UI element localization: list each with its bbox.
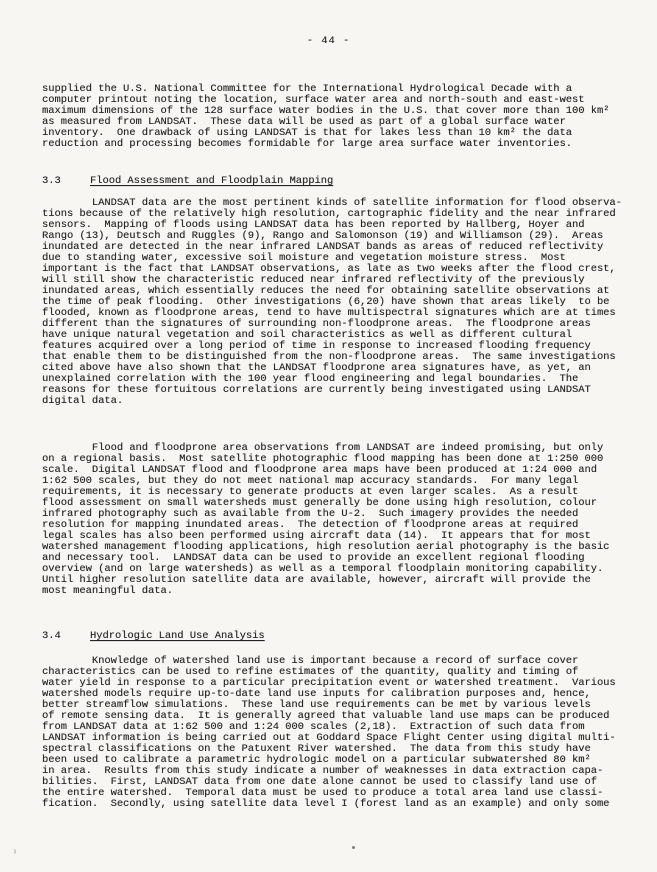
text-line: reduction and processing becomes formidable for large area surface water inventories. <box>42 138 573 150</box>
text-line: as measured from LANDSAT. These data will be used as part of a global surface water <box>42 116 566 128</box>
text-line: important is the fact that LANDSAT observations, as late as two weeks after the flood crest, <box>42 263 616 275</box>
text-line: digital data. <box>42 395 124 407</box>
text-line: infrared photography such as available from the U-2. Such imagery provides the needed <box>42 508 579 520</box>
text-line: sensors. Mapping of floods using LANDSAT data has been reported by Hallberg, Hoyer and <box>42 219 585 231</box>
text-line: the entire watershed. Temporal data must be used to produce a total area land use classi- <box>42 787 604 799</box>
text-line: fication. Secondly, using satellite data level I (forest land as an example) and only some <box>42 798 610 810</box>
text-line: watershed models require up-to-date land use inputs for calibration purposes and, hence, <box>42 688 591 700</box>
text-line: scale. Digital LANDSAT flood and floodprone area maps have been produced at 1:24 000 and <box>42 464 597 476</box>
text-line: characteristics can be used to refine estimates of the quantity, quality and timing of <box>42 666 579 678</box>
text-line: cited above have also shown that the LANDSAT floodprone area signatures have, as yet, an <box>42 362 591 374</box>
paragraph-land-use-analysis <box>42 656 644 810</box>
text-line: legal scales has also been performed using aircraft data (14). It appears that for most <box>42 530 591 542</box>
page-number: - 44 - <box>306 35 351 47</box>
text-line: due to standing water, excessive soil moisture and vegetation moisture stress. Most <box>42 252 566 264</box>
text-line: resolution for mapping inundated areas. The detection of floodprone areas at required <box>42 519 579 531</box>
text-line: in area. Results from this study indicate a number of weaknesses in data extraction capa- <box>42 765 604 777</box>
scan-speck <box>14 849 16 854</box>
text-line: spectral classifications on the Patuxent River watershed. The data from this study have <box>42 743 591 755</box>
text-line: inventory. One drawback of using LANDSAT is that for lakes less than 10 km² the data <box>42 127 573 139</box>
section-title-hydrologic-land-use: Hydrologic Land Use Analysis <box>90 630 265 642</box>
text-line: will still show the characteristic reduced near infrared reflectivity of the previously <box>42 274 585 286</box>
section-heading-hydrologic-land-use <box>42 631 644 642</box>
text-line: that enable them to be distinguished from the non-floodprone areas. The same investigations <box>42 351 616 363</box>
section-number-3-3: 3.3 <box>42 175 61 187</box>
text-line: flooded, known as floodprone areas, tend to have multispectral signatures which are at times <box>42 307 616 319</box>
text-line: of remote sensing data. It is generally agreed that valuable land use maps can be produced <box>42 710 610 722</box>
text-line: bilities. First, LANDSAT data from one date alone cannot be used to classify land use of <box>42 776 597 788</box>
text-line: 1:62 500 scales, but they do not meet national map accuracy standards. For many legal <box>42 475 579 487</box>
text-line: water yield in response to a particular precipitation event or watershed treatment. Various <box>42 677 616 689</box>
text-line: features acquired over a long period of time in response to increased flooding frequency <box>42 340 591 352</box>
text-line: Until higher resolution satellite data are available, however, aircraft will provide the <box>42 574 591 586</box>
text-line: have unique natural vegetation and soil characteristics as well as different cultural <box>42 329 573 341</box>
text-line: inundated areas, which essentially reduces the need for obtaining satellite observations at <box>42 285 610 297</box>
text-line: watershed management flooding applications, high resolution aerial photography is the basic <box>42 541 610 553</box>
text-line: better streamflow simulations. These land use requirements can be met by various levels <box>42 699 591 711</box>
scan-speck <box>352 846 355 849</box>
text-line: tions because of the relatively high resolution, cartographic fidelity and the near infrared <box>42 208 616 220</box>
text-line: reasons for these fortuitous correlations are currently being investigated using LANDSAT <box>42 384 591 396</box>
text-line: the time of peak flooding. Other investigations (6,20) have shown that areas likely to be <box>42 296 610 308</box>
text-line: LANDSAT information is being carried out at Goddard Space Flight Center using digital multi- <box>42 732 616 744</box>
text-line: overview (and on large watersheds) as well as a temporal floodplain monitoring capability. <box>42 563 604 575</box>
paragraph-surface-water-inventory <box>42 84 644 150</box>
text-line: been used to calibrate a parametric hydrologic model on a particular subwatershed 80 km² <box>42 754 591 766</box>
text-line: Flood and floodprone area observations from LANDSAT are indeed promising, but only <box>42 442 604 454</box>
text-line: flood assessment on small watersheds must generally be done using high resolution, colour <box>42 497 597 509</box>
text-line: Rango (13), Deutsch and Ruggles (9), Rango and Salomonson (19) and Williamson (29). Areas <box>42 230 604 242</box>
text-line: and necessary tool. LANDSAT data can be used to provide an excellent regional flooding <box>42 552 585 564</box>
text-line: on a regional basis. Most satellite photographic flood mapping has been done at 1:250 000 <box>42 453 604 465</box>
text-line: unexplained correlation with the 100 year flood engineering and legal boundaries. The <box>42 373 579 385</box>
text-line: supplied the U.S. National Committee for the International Hydrological Decade with a <box>42 83 573 95</box>
page-content <box>42 84 644 810</box>
section-title-flood-assessment: Flood Assessment and Floodplain Mapping <box>90 175 334 187</box>
text-line: most meaningful data. <box>42 585 173 597</box>
paragraph-flood-observations <box>42 198 644 407</box>
text-line: Knowledge of watershed land use is important because a record of surface cover <box>42 655 579 667</box>
text-line: inundated are detected in the near infrared LANDSAT bands as areas of reduced reflectivity <box>42 241 604 253</box>
paragraph-flood-mapping-scales <box>42 443 644 597</box>
text-line: from LANDSAT data at 1:62 500 and 1:24 000 scales (2,18). Extraction of such data from <box>42 721 585 733</box>
text-line: computer printout noting the location, surface water area and north-south and east-west <box>42 94 585 106</box>
section-number-3-4: 3.4 <box>42 630 61 642</box>
text-line: maximum dimensions of the 128 surface water bodies in the U.S. that cover more than 100 km² <box>42 105 610 117</box>
text-line: LANDSAT data are the most pertinent kinds of satellite information for flood observa- <box>42 197 622 209</box>
text-line: requirements, it is necessary to generate products at even larger scales. As a result <box>42 486 579 498</box>
section-heading-flood-assessment <box>42 176 644 187</box>
text-line: different than the signatures of surrounding non-floodprone areas. The floodprone areas <box>42 318 591 330</box>
